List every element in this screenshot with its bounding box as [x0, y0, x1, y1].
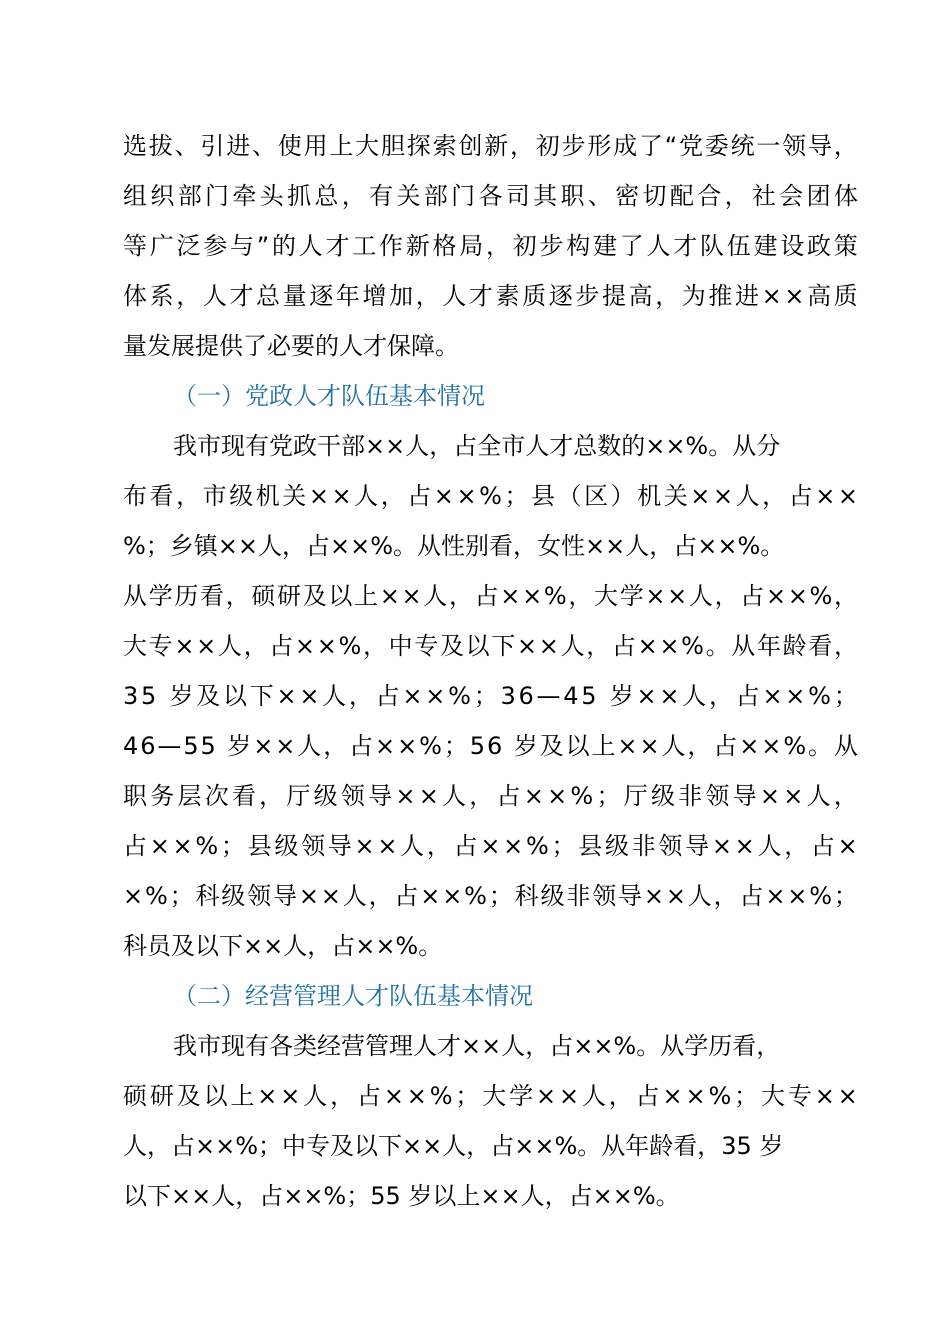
paragraph-line: 组 织 部 门 牵 头 抓 总 ， 有 关 部 门 各 司 其 职 、 密 切 配 合 ， 社 会 团 体 [123, 182, 858, 210]
paragraph-line: 硕 研 及 以 上 × × 人 ， 占 × × % ； 大 学 × × 人 ， 占 × × % ； 大 专 × × [123, 1082, 858, 1110]
paragraph-line: 布 看 ， 市 级 机 关 × × 人 ， 占 × × % ； 县 （ 区 ） 机 关 × × 人 ， 占 × × [123, 482, 858, 510]
paragraph-line: 量发展提供了必要的人才保障。 [123, 332, 459, 360]
section-heading: （二）经营管理人才队伍基本情况 [173, 982, 533, 1010]
paragraph-line: 人，占××%；中专及以下××人，占××%。从年龄看，35 岁 [123, 1132, 784, 1160]
paragraph-line: 体 系 ， 人 才 总 量 逐 年 增 加 ， 人 才 素 质 逐 步 提 高 ， 为 推 进 × × 高 质 [123, 282, 858, 310]
paragraph-line: %；乡镇××人，占××%。从性别看，女性××人，占××%。 [123, 532, 785, 560]
paragraph-line: 选 拔 、 引 进 、 使 用 上 大 胆 探 索 创 新 ， 初 步 形 成 了 “ 党 委 统 一 领 导 ， [123, 132, 858, 160]
paragraph-line: 等 广 泛 参 与 ” 的 人 才 工 作 新 格 局 ， 初 步 构 建 了 人 才 队 伍 建 设 政 策 [123, 232, 858, 260]
paragraph-line: 3 5 岁 及 以 下 × × 人 ， 占 × × % ； 3 6 — 4 5 岁 × × 人 ， 占 × × % ； [123, 682, 858, 710]
paragraph-line: 从 学 历 看 ， 硕 研 及 以 上 × × 人 ， 占 × × % ， 大 学 × × 人 ， 占 × × % ， [123, 582, 858, 610]
paragraph-line: 科员及以下××人，占××%。 [123, 932, 443, 960]
section-heading: （一）党政人才队伍基本情况 [173, 382, 485, 410]
paragraph-line: 我市现有党政干部××人，占全市人才总数的××%。从分 [173, 432, 781, 460]
paragraph-line: 以下××人，占××%；55 岁以上××人，占××%。 [123, 1182, 680, 1210]
paragraph-line: 占 × × % ； 县 级 领 导 × × 人 ， 占 × × % ； 县 级 非 领 导 × × 人 ， 占 × [123, 832, 858, 860]
paragraph-line: 我市现有各类经营管理人才××人，占××%。从学历看， [173, 1032, 781, 1060]
paragraph-line: 4 6 — 5 5 岁 × × 人 ， 占 × × % ； 5 6 岁 及 以 上 × × 人 ， 占 × × % 。 从 [123, 732, 858, 760]
paragraph-line: 职 务 层 次 看 ， 厅 级 领 导 × × 人 ， 占 × × % ； 厅 级 非 领 导 × × 人 ， [123, 782, 858, 810]
paragraph-line: 大 专 × × 人 ， 占 × × % ， 中 专 及 以 下 × × 人 ， 占 × × % 。 从 年 龄 看 ， [123, 632, 858, 660]
paragraph-line: × % ； 科 级 领 导 × × 人 ， 占 × × % ； 科 级 非 领 导 × × 人 ， 占 × × % ； [123, 882, 858, 910]
